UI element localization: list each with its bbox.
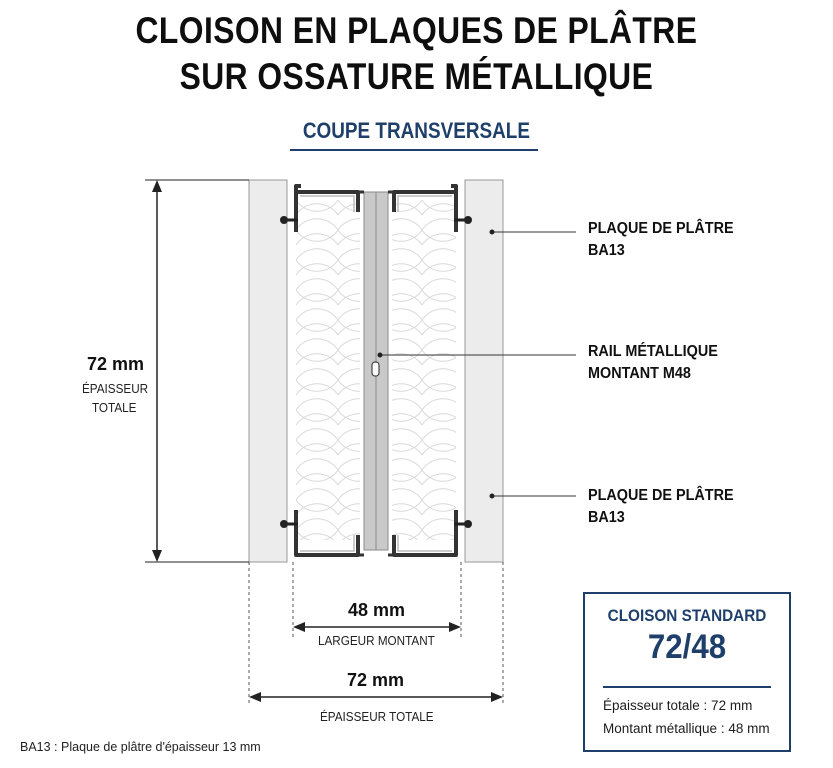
total-caption: ÉPAISSEUR TOTALE: [320, 709, 434, 724]
board-right: [465, 180, 503, 562]
card-row-stud: Montant métallique : 48 mm: [603, 721, 770, 736]
stud-caption: LARGEUR MONTANT: [318, 633, 435, 648]
callout-board-top-line2: BA13: [588, 242, 625, 259]
total-dimension: [249, 692, 503, 702]
footnote: BA13 : Plaque de plâtre d'épaisseur 13 mm: [20, 740, 261, 754]
total-value: 72 mm: [347, 670, 405, 690]
height-caption-line2: TOTALE: [92, 400, 137, 415]
height-caption-line1: ÉPAISSEUR: [82, 381, 149, 396]
card-model: 72/48: [647, 628, 727, 666]
callout-board-bottom-line2: BA13: [588, 509, 625, 526]
stud-value: 48 mm: [348, 600, 406, 620]
callout-rail-line2: MONTANT M48: [588, 365, 691, 382]
callout-board-top-line1: PLAQUE DE PLÂTRE: [588, 220, 734, 237]
standard-partition-card: [583, 592, 791, 752]
subtitle: COUPE TRANSVERSALE: [302, 118, 530, 143]
title-line-1: CLOISON EN PLAQUES DE PLÂTRE: [135, 10, 698, 51]
stud-dimension: [293, 622, 461, 632]
height-value: 72 mm: [87, 354, 145, 374]
card-row-thickness: Épaisseur totale : 72 mm: [603, 698, 753, 713]
web-slot: [372, 362, 379, 376]
title-line-2: SUR OSSATURE MÉTALLIQUE: [179, 56, 654, 97]
board-left: [249, 180, 287, 562]
card-divider: [603, 686, 771, 688]
card-heading: CLOISON STANDARD: [607, 606, 767, 625]
insulation-right: [392, 200, 456, 540]
height-dimension: [145, 180, 249, 562]
callout-board-bottom-line1: PLAQUE DE PLÂTRE: [588, 487, 734, 504]
callout-rail-line1: RAIL MÉTALLIQUE: [588, 343, 718, 360]
insulation-left: [296, 200, 360, 540]
